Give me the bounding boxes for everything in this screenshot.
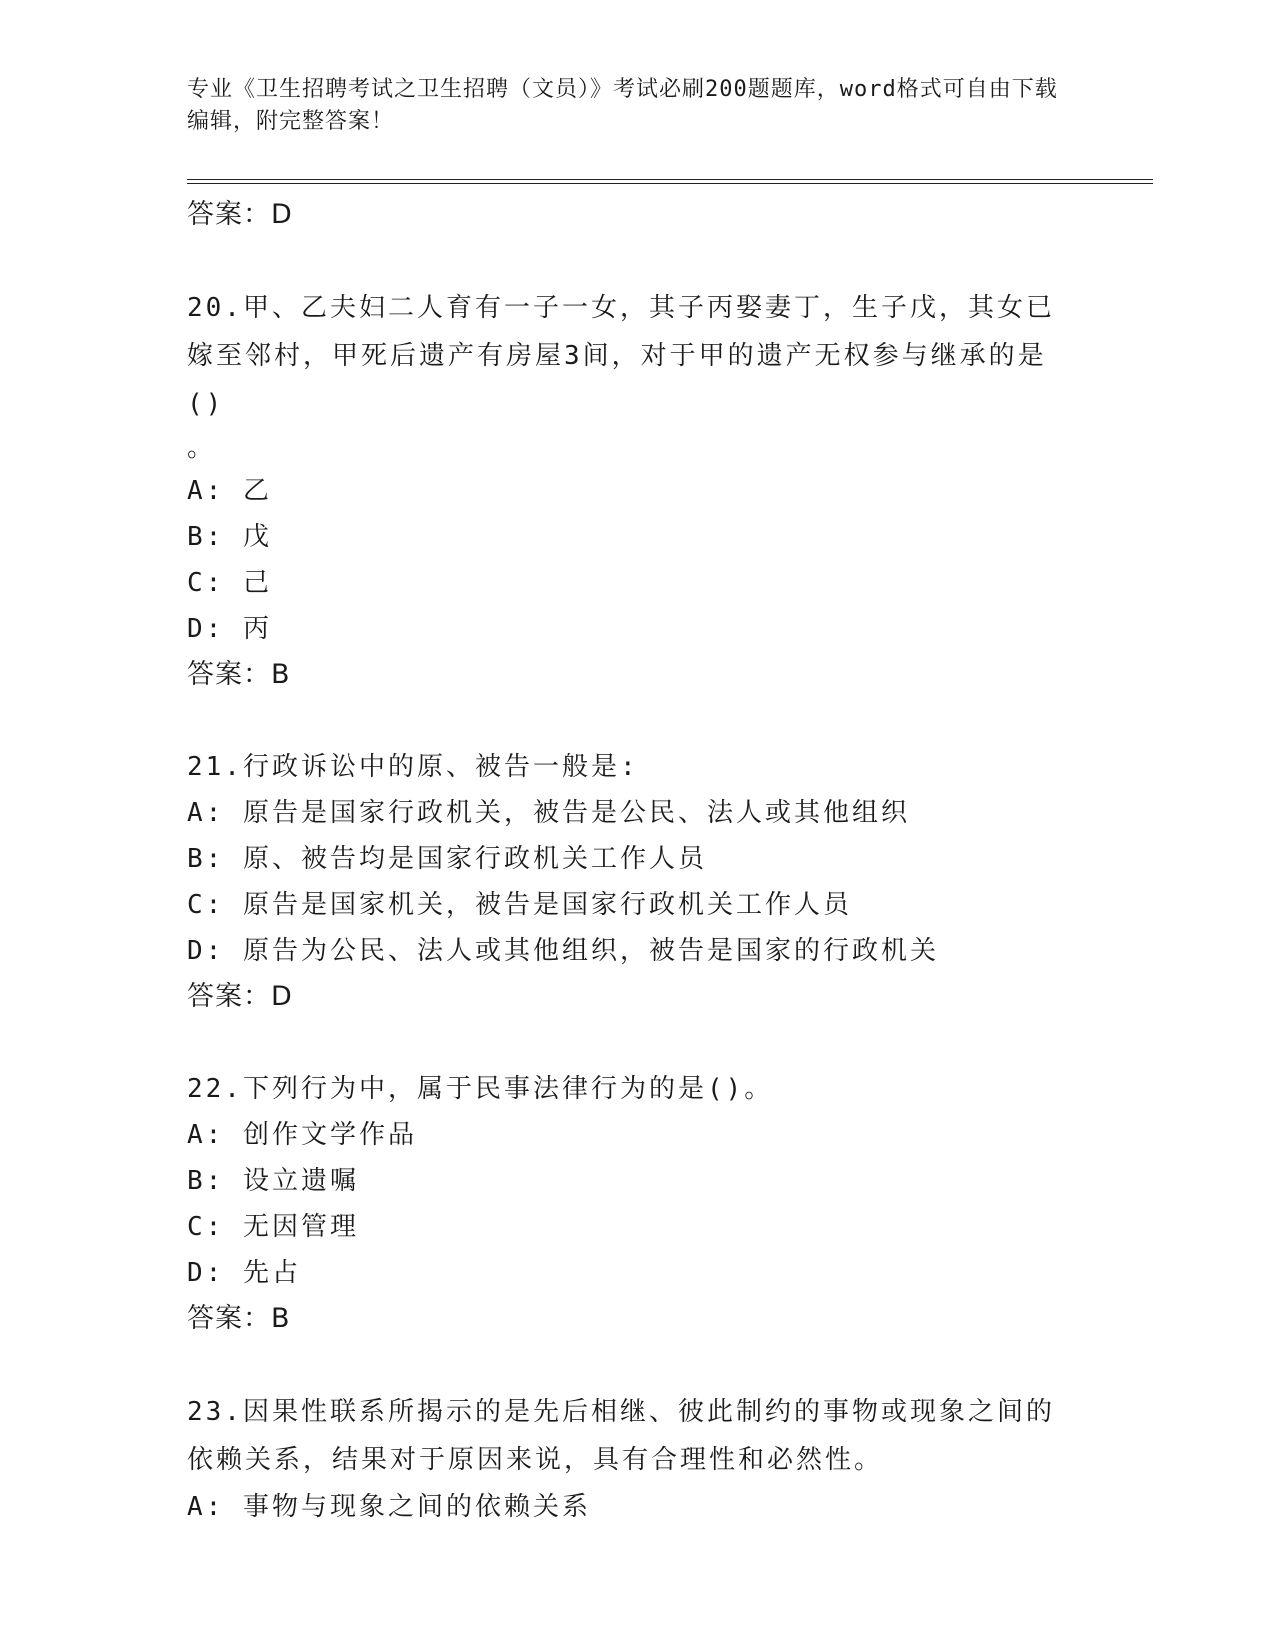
question-list: [187, 192, 1087, 1530]
question-text: 21.行政诉讼中的原、被告一般是:: [187, 752, 639, 782]
option-d: D: 原告为公民、法人或其他组织，被告是国家的行政机关: [187, 936, 939, 966]
header-divider-top: [187, 179, 1153, 180]
answer-line: 答案：B: [187, 659, 291, 690]
spacer: [187, 1020, 1087, 1066]
option-c: C: 原告是国家机关，被告是国家行政机关工作人员: [187, 890, 852, 920]
option-a: A: 原告是国家行政机关，被告是公民、法人或其他组织: [187, 798, 910, 828]
spacer: [187, 1342, 1087, 1388]
answer-line: 答案：D: [187, 199, 293, 230]
question-block: [187, 744, 1087, 1020]
answer-line: 答案：D: [187, 981, 293, 1012]
option-a: A: 事物与现象之间的依赖关系: [187, 1492, 591, 1522]
question-block: [187, 1388, 1087, 1530]
option-c: C: 己: [187, 568, 272, 598]
answer-line: 答案：B: [187, 1303, 291, 1334]
option-b: B: 原、被告均是国家行政机关工作人员: [187, 844, 707, 874]
option-d: D: 先占: [187, 1258, 301, 1288]
header-divider-bottom: [187, 183, 1153, 184]
question-block: [187, 1066, 1087, 1342]
question-text: 23.因果性联系所揭示的是先后相继、彼此制约的事物或现象之间的依赖关系，结果对于原因来说，具有合理性和必然性。: [187, 1397, 1055, 1475]
option-a: A: 创作文学作品: [187, 1120, 417, 1150]
document-header: 专业《卫生招聘考试之卫生招聘（文员）》考试必刷200题题库，word格式可自由下载编辑，附完整答案！: [187, 77, 1058, 134]
option-c: C: 无因管理: [187, 1212, 359, 1242]
option-b: B: 戊: [187, 522, 272, 552]
option-a: A: 乙: [187, 476, 272, 506]
question-text-tail: 。: [187, 433, 217, 463]
option-b: B: 设立遗嘱: [187, 1166, 359, 1196]
option-d: D: 丙: [187, 614, 272, 644]
spacer: [187, 238, 1087, 284]
question-text: 20.甲、乙夫妇二人育有一子一女，其子丙娶妻丁，生子戊，其女已嫁至邻村，甲死后遗产有房屋3间，对于甲的遗产无权参与继承的是(): [187, 293, 1055, 419]
spacer: [187, 698, 1087, 744]
question-block: [187, 284, 1087, 698]
question-text: 22.下列行为中，属于民事法律行为的是()。: [187, 1074, 774, 1104]
